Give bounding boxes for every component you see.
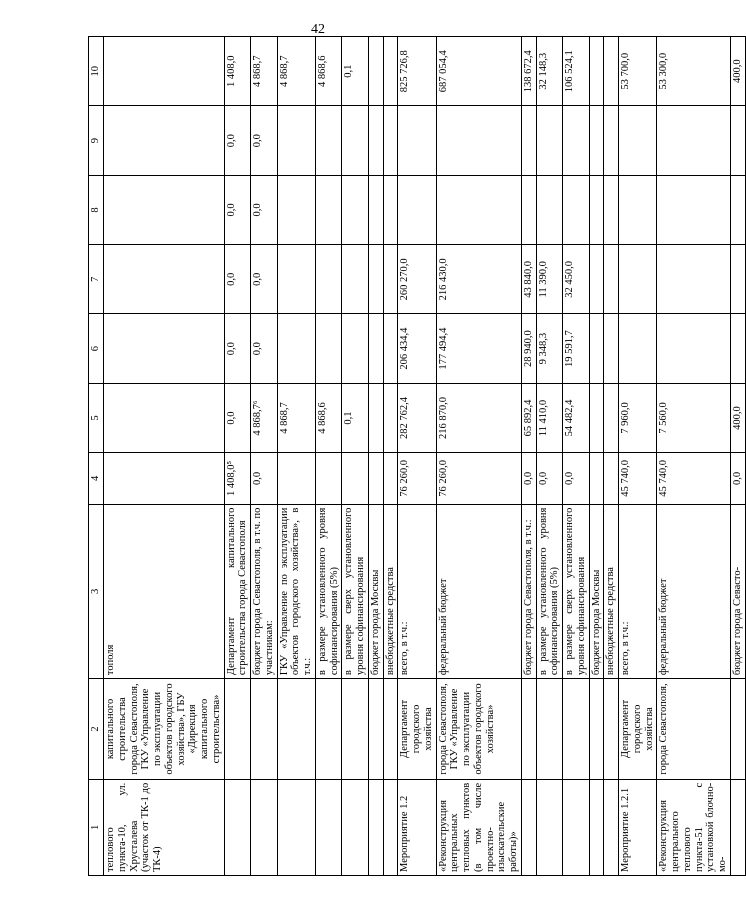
value-cell (604, 37, 619, 106)
value-cell (383, 314, 398, 383)
value-cell (104, 106, 225, 175)
value-cell: 28 940,0 (521, 314, 536, 383)
value-cell: 53 300,0 (657, 37, 731, 106)
value-cell: 0,0 (251, 175, 278, 244)
text-cell: Департамент капитального строительства города Севастополя (224, 504, 251, 679)
table-row (368, 37, 383, 876)
value-cell (604, 245, 619, 314)
value-cell (368, 106, 383, 175)
value-cell (589, 175, 604, 244)
header-row (89, 37, 104, 876)
value-cell (657, 106, 731, 175)
value-cell (383, 37, 398, 106)
text-cell: ГКУ «Управление по эксплуатации объектов городского хозяйства», в т.ч.: (277, 504, 315, 679)
text-cell (315, 779, 342, 875)
value-cell: 32 450,0 (563, 245, 590, 314)
text-cell: тополя (104, 504, 225, 679)
value-cell: 76 260,0 (398, 453, 436, 504)
text-cell: бюджет города Москвы (368, 504, 383, 679)
page-number: 42 (311, 22, 325, 37)
value-cell: 4 868,6 (315, 37, 342, 106)
col-header: 3 (89, 504, 104, 679)
value-cell: 0,0 (224, 383, 251, 452)
text-cell: всего, в т.ч.: (398, 504, 436, 679)
value-cell (277, 106, 315, 175)
table-row (657, 37, 731, 876)
value-cell: 65 892,4 (521, 383, 536, 452)
value-cell: 0,0 (224, 106, 251, 175)
value-cell: 1 408,0 (224, 37, 251, 106)
value-cell (368, 453, 383, 504)
table-row (619, 37, 657, 876)
text-cell (604, 679, 619, 780)
value-cell: 282 762,4 (398, 383, 436, 452)
value-cell (619, 106, 657, 175)
value-cell (604, 175, 619, 244)
value-cell (342, 453, 369, 504)
text-cell: «Реконструкция центрального теплового пункта-51 с установкой блочно-мо- (657, 779, 731, 875)
value-cell (730, 175, 745, 244)
col-header: 9 (89, 106, 104, 175)
value-cell: 0,0 (563, 453, 590, 504)
value-cell: 687 054,4 (436, 37, 521, 106)
value-cell: 0,1 (342, 37, 369, 106)
value-cell: 4 868,7 (251, 37, 278, 106)
text-cell: Департамент городского хозяйства (619, 679, 657, 780)
value-cell (383, 245, 398, 314)
value-cell (536, 175, 563, 244)
text-cell (224, 679, 251, 780)
value-cell (368, 37, 383, 106)
value-cell (589, 383, 604, 452)
value-cell: 0,0 (251, 106, 278, 175)
col-header: 6 (89, 314, 104, 383)
value-cell: 177 494,4 (436, 314, 521, 383)
text-cell (368, 779, 383, 875)
table-body (89, 37, 746, 876)
value-cell (104, 37, 225, 106)
value-cell: 0,0 (251, 453, 278, 504)
col-header: 4 (89, 453, 104, 504)
col-header: 5 (89, 383, 104, 452)
text-cell (730, 779, 745, 875)
value-cell: 0,0 (224, 314, 251, 383)
value-cell (315, 245, 342, 314)
value-cell (368, 314, 383, 383)
value-cell: 45 740,0 (619, 453, 657, 504)
value-cell (536, 106, 563, 175)
value-cell (315, 314, 342, 383)
value-cell (342, 245, 369, 314)
value-cell: 0,0 (224, 245, 251, 314)
value-cell: 43 840,0 (521, 245, 536, 314)
text-cell (342, 679, 369, 780)
table-row (398, 37, 436, 876)
text-cell (224, 779, 251, 875)
text-cell (368, 679, 383, 780)
value-cell: 400,0 (730, 383, 745, 452)
col-header: 10 (89, 37, 104, 106)
text-cell: бюджет города Москвы (589, 504, 604, 679)
value-cell (730, 314, 745, 383)
value-cell: 4 868,7⁶ (251, 383, 278, 452)
value-cell: 76 260,0 (436, 453, 521, 504)
value-cell (619, 245, 657, 314)
text-cell (563, 679, 590, 780)
value-cell: 11 410,0 (536, 383, 563, 452)
value-cell (436, 175, 521, 244)
table-row (315, 37, 342, 876)
text-cell (383, 779, 398, 875)
value-cell: 0,0 (251, 314, 278, 383)
text-cell: бюджет города Севастополя, в т.ч.: (521, 504, 536, 679)
value-cell (315, 175, 342, 244)
text-cell: федеральный бюджет (436, 504, 521, 679)
value-cell (730, 106, 745, 175)
value-cell (589, 37, 604, 106)
text-cell: города Севастополя, ГКУ «Управление по эксплуатации объектов городского хозяйства» (436, 679, 521, 780)
value-cell (277, 453, 315, 504)
value-cell (436, 106, 521, 175)
text-cell: теплового пункта-10, ул. Хрусталева (участок от ТК-1 до ТК-4) (104, 779, 225, 875)
text-cell: в размере установленного уровня софинансирования (5%) (315, 504, 342, 679)
value-cell (383, 383, 398, 452)
value-cell (589, 314, 604, 383)
value-cell (104, 245, 225, 314)
text-cell (521, 679, 536, 780)
table-row (521, 37, 536, 876)
text-cell: в размере сверх установленного уровня софинансирования (563, 504, 590, 679)
value-cell (604, 453, 619, 504)
text-cell (383, 679, 398, 780)
text-cell (536, 679, 563, 780)
col-header: 8 (89, 175, 104, 244)
value-cell: 216 870,0 (436, 383, 521, 452)
value-cell: 53 700,0 (619, 37, 657, 106)
value-cell: 825 726,8 (398, 37, 436, 106)
value-cell (657, 314, 731, 383)
text-cell: внебюджетные средства (604, 504, 619, 679)
text-cell (277, 679, 315, 780)
text-cell (342, 779, 369, 875)
value-cell: 45 740,0 (657, 453, 731, 504)
value-cell (368, 383, 383, 452)
value-cell: 54 482,4 (563, 383, 590, 452)
value-cell: 206 434,4 (398, 314, 436, 383)
value-cell (657, 245, 731, 314)
value-cell (589, 245, 604, 314)
value-cell (604, 383, 619, 452)
value-cell (104, 175, 225, 244)
value-cell (342, 106, 369, 175)
value-cell: 260 270,0 (398, 245, 436, 314)
value-cell (619, 314, 657, 383)
text-cell: бюджет города Севастополя, в т.ч. по участникам: (251, 504, 278, 679)
table-row (251, 37, 278, 876)
budget-table (88, 36, 746, 876)
text-cell (251, 779, 278, 875)
value-cell: 11 390,0 (536, 245, 563, 314)
value-cell: 7 560,0 (657, 383, 731, 452)
value-cell: 0,0 (251, 245, 278, 314)
text-cell: Департамент городского хозяйства (398, 679, 436, 780)
value-cell: 0,0 (521, 453, 536, 504)
value-cell (368, 175, 383, 244)
value-cell: 0,1 (342, 383, 369, 452)
value-cell (657, 175, 731, 244)
col-header: 7 (89, 245, 104, 314)
value-cell: 1 408,0⁵ (224, 453, 251, 504)
value-cell (368, 245, 383, 314)
value-cell: 7 960,0 (619, 383, 657, 452)
text-cell (604, 779, 619, 875)
value-cell: 4 868,6 (315, 383, 342, 452)
text-cell: города Севастополя, (657, 679, 731, 780)
value-cell (277, 175, 315, 244)
value-cell (383, 106, 398, 175)
value-cell (619, 175, 657, 244)
table-row (589, 37, 604, 876)
value-cell (383, 175, 398, 244)
text-cell: федеральный бюджет (657, 504, 731, 679)
value-cell (342, 314, 369, 383)
table-row (604, 37, 619, 876)
value-cell: 4 868,7 (277, 383, 315, 452)
value-cell (604, 106, 619, 175)
value-cell: 0,0 (730, 453, 745, 504)
value-cell: 19 591,7 (563, 314, 590, 383)
table-row (277, 37, 315, 876)
value-cell (383, 453, 398, 504)
col-header: 2 (89, 679, 104, 780)
value-cell (563, 175, 590, 244)
value-cell: 0,0 (224, 175, 251, 244)
text-cell: капитального строительства города Севастополя, ГКУ «Управление по эксплуатации объектов городского хозяйства», ГБУ «Дирекция капитального строительства» (104, 679, 225, 780)
value-cell: 216 430,0 (436, 245, 521, 314)
value-cell (604, 314, 619, 383)
text-cell: всего, в т.ч.: (619, 504, 657, 679)
text-cell: Мероприятие 1.2.1 (619, 779, 657, 875)
text-cell (589, 679, 604, 780)
table-row (383, 37, 398, 876)
value-cell (104, 453, 225, 504)
text-cell (536, 779, 563, 875)
value-cell (315, 106, 342, 175)
value-cell (563, 106, 590, 175)
text-cell (730, 679, 745, 780)
value-cell (315, 453, 342, 504)
value-cell (277, 314, 315, 383)
value-cell (104, 383, 225, 452)
text-cell (521, 779, 536, 875)
text-cell: в размере установленного уровня софинансирования (5%) (536, 504, 563, 679)
table-row (436, 37, 521, 876)
col-header: 1 (89, 779, 104, 875)
value-cell: 4 868,7 (277, 37, 315, 106)
value-cell: 9 348,3 (536, 314, 563, 383)
text-cell: бюджет города Севасто- (730, 504, 745, 679)
table-row (730, 37, 745, 876)
value-cell: 32 148,3 (536, 37, 563, 106)
value-cell: 138 672,4 (521, 37, 536, 106)
text-cell (251, 679, 278, 780)
table-row (342, 37, 369, 876)
table-row (224, 37, 251, 876)
value-cell: 106 524,1 (563, 37, 590, 106)
value-cell (398, 106, 436, 175)
value-cell (342, 175, 369, 244)
value-cell (521, 106, 536, 175)
text-cell (277, 779, 315, 875)
value-cell (521, 175, 536, 244)
value-cell (104, 314, 225, 383)
table-row (563, 37, 590, 876)
text-cell (563, 779, 590, 875)
rotated-page (88, 36, 743, 876)
text-cell: Мероприятие 1.2 (398, 779, 436, 875)
text-cell: внебюджетные средства (383, 504, 398, 679)
value-cell (589, 106, 604, 175)
text-cell: «Реконструкция центральных тепловых пунктов (в том числе проектно-изыскательские работы)» (436, 779, 521, 875)
text-cell (315, 679, 342, 780)
value-cell: 400,0 (730, 37, 745, 106)
value-cell (730, 245, 745, 314)
value-cell (398, 175, 436, 244)
text-cell (589, 779, 604, 875)
value-cell: 0,0 (536, 453, 563, 504)
value-cell (277, 245, 315, 314)
text-cell: в размере сверх установленного уровня софинансирования (342, 504, 369, 679)
table-row (536, 37, 563, 876)
table-row (104, 37, 225, 876)
value-cell (589, 453, 604, 504)
